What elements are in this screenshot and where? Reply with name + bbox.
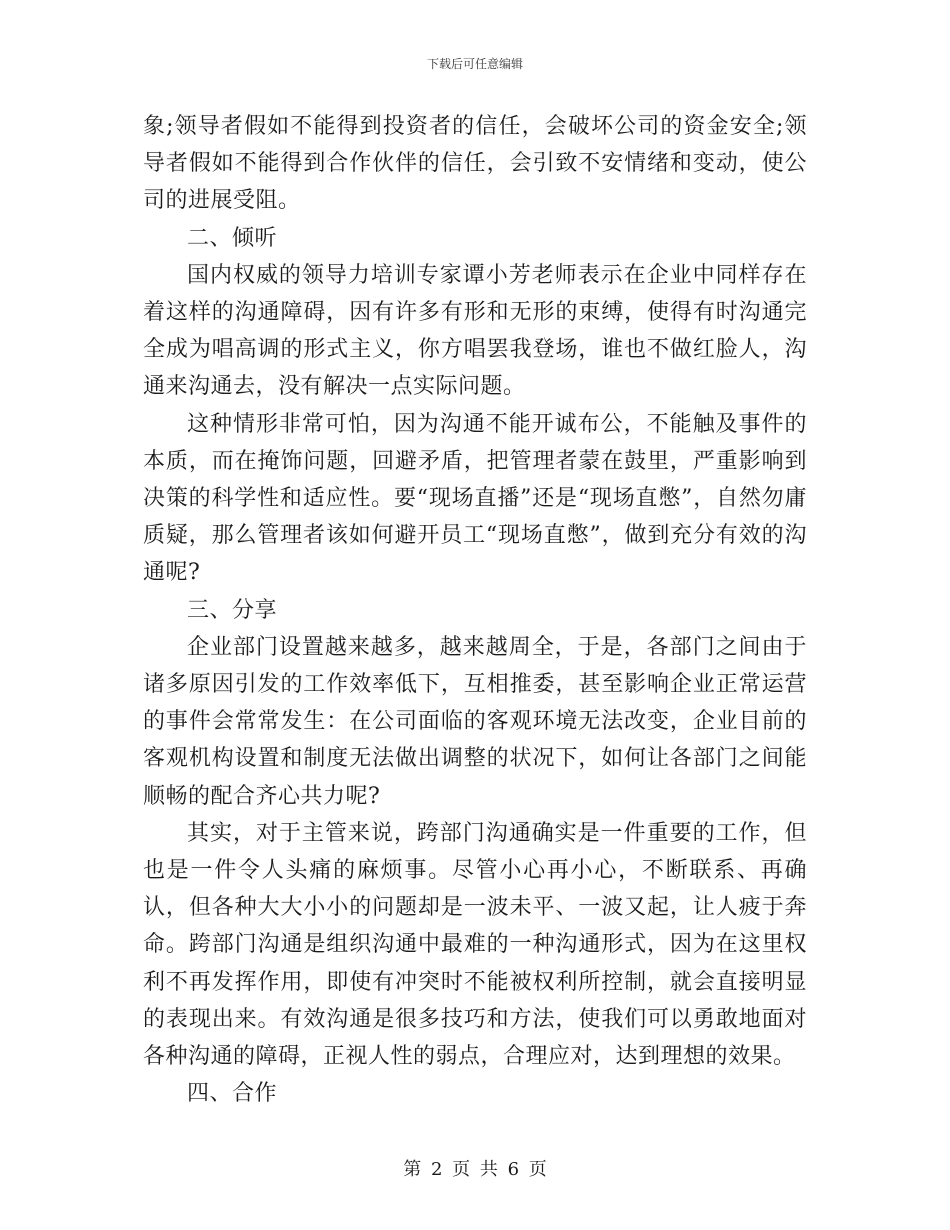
document-body xyxy=(143,108,807,1112)
section-heading-cooperate: 四、合作 xyxy=(187,1081,278,1107)
page-header: 下载后可任意编辑 xyxy=(426,57,523,71)
paragraph-4: 企业部门设置越来越多，越来越周全，于是，各部门之间由于诸多原因引发的工作效率低下，互相推委，甚至影响企业正常运营的事件会常常发生：在公司面临的客观环境无法改变，企业目前的客观机构设置和制度无法做出调整的状况下，如何让各部门之间能顺畅的配合齐心共力呢? xyxy=(143,634,807,809)
section-heading-listen: 二、倾听 xyxy=(187,225,278,251)
paragraph-3: 这种情形非常可怕，因为沟通不能开诚布公，不能触及事件的本质，而在掩饰问题，回避矛盾，把管理者蒙在鼓里，严重影响到决策的科学性和适应性。要“现场直播”还是“现场直憋”，自然勿庸质疑，那么管理者该如何避开员工“现场直憋”，做到充分有效的沟通呢? xyxy=(143,411,807,586)
paragraph-1: 象;领导者假如不能得到投资者的信任，会破坏公司的资金安全;领导者假如不能得到合作伙伴的信任，会引致不安情绪和变动，使公司的进展受阻。 xyxy=(143,114,807,214)
paragraph-2: 国内权威的领导力培训专家谭小芳老师表示在企业中同样存在着这样的沟通障碍，因有许多有形和无形的束缚，使得有时沟通完全成为唱高调的形式主义，你方唱罢我登场，谁也不做红脸人，沟通来沟通去，没有解决一点实际问题。 xyxy=(143,262,807,400)
paragraph-5: 其实，对于主管来说，跨部门沟通确实是一件重要的工作，但也是一件令人头痛的麻烦事。尽管小心再小心，不断联系、再确认，但各种大大小小的问题却是一波未平、一波又起，让人疲于奔命。跨部门沟通是组织沟通中最难的一种沟通形式，因为在这里权利不再发挥作用，即使有冲突时不能被权利所控制，就会直接明显的表现出来。有效沟通是很多技巧和方法，使我们可以勇敢地面对各种沟通的障碍，正视人性的弱点，合理应对，达到理想的效果。 xyxy=(143,820,807,1070)
section-heading-share: 三、分享 xyxy=(187,597,278,623)
page-number: 第 2 页 共 6 页 xyxy=(403,1159,547,1180)
